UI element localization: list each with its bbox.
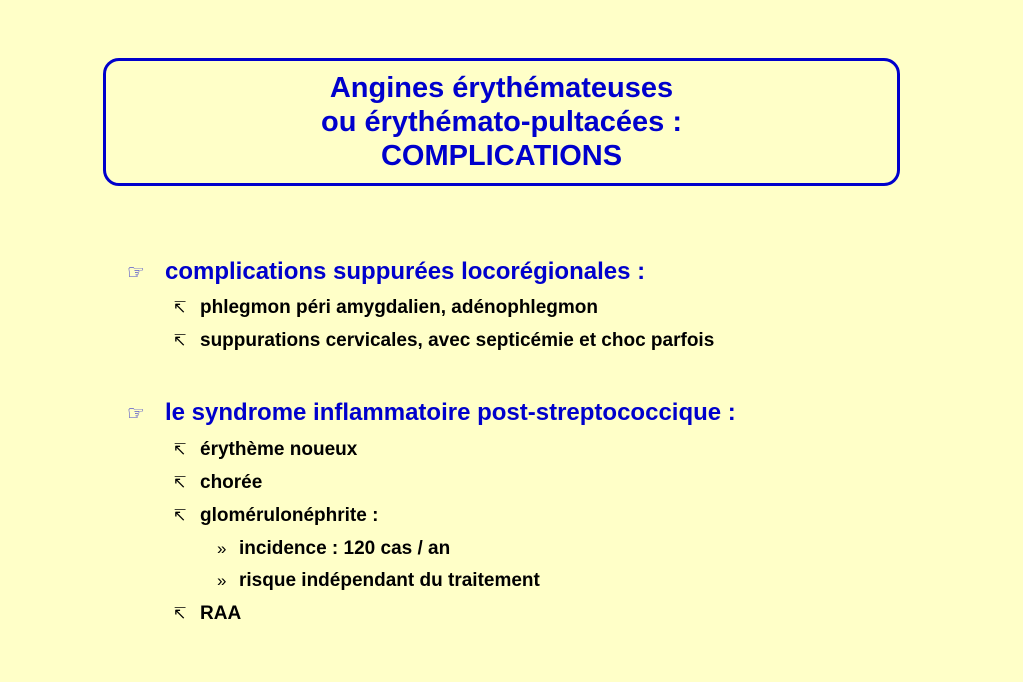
sub-list-item [217,538,450,560]
pointing-hand-icon: ☞ [127,402,145,425]
list-item [173,330,714,352]
list-item [173,505,378,527]
list-item [173,472,262,494]
list-item [173,603,241,625]
raquo-bullet-icon: » [217,571,227,590]
pointing-hand-icon: ☞ [127,261,145,284]
title-line-1: Angines érythémateuses [329,72,674,104]
section-1-heading [127,258,645,286]
list-item-text: glomérulonéphrite : [200,505,379,526]
sub-list-item-text: risque indépendant du traitement [239,570,540,591]
arrow-nw-icon: ↸ [173,442,187,459]
list-item-text: suppurations cervicales, avec septicémie et choc parfois [200,330,715,351]
list-item [173,297,598,319]
sub-list-item-text: incidence : 120 cas / an [239,538,451,559]
list-item-text: érythème noueux [200,439,358,460]
section-1-heading-text: complications suppurées locorégionales : [165,258,646,285]
section-2-heading-text: le syndrome inflammatoire post-streptococcique : [165,399,736,426]
title-box [103,58,900,186]
sub-list-item [217,570,540,592]
list-item-text: chorée [200,472,263,493]
arrow-nw-icon: ↸ [173,508,187,525]
arrow-nw-icon: ↸ [173,300,187,317]
raquo-bullet-icon: » [217,539,227,558]
arrow-nw-icon: ↸ [173,333,187,350]
list-item-text: phlegmon péri amygdalien, adénophlegmon [200,297,598,318]
list-item [173,439,357,461]
section-2-heading [127,399,736,427]
arrow-nw-icon: ↸ [173,606,187,623]
arrow-nw-icon: ↸ [173,475,187,492]
title-line-2: ou érythémato-pultacées : [321,106,682,138]
title-line-3: COMPLICATIONS [380,140,623,172]
list-item-text: RAA [200,603,242,624]
